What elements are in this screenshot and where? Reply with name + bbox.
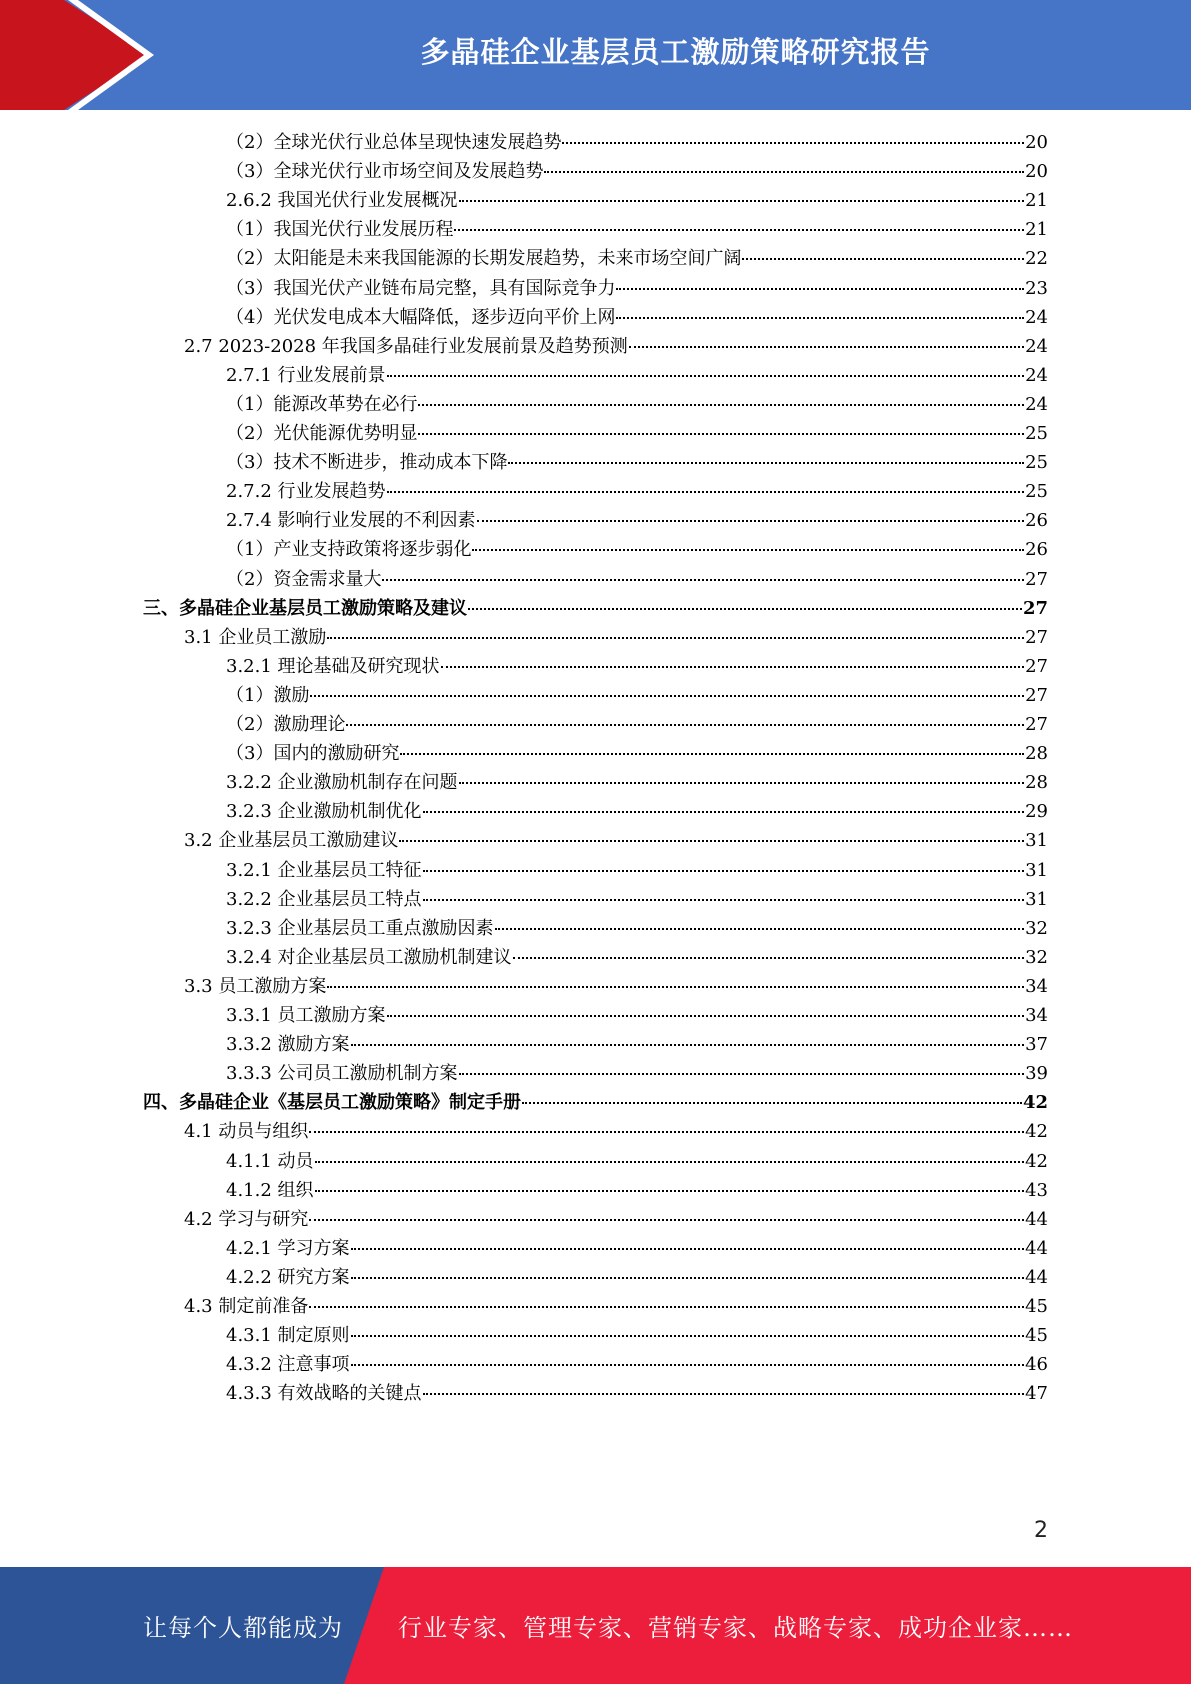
toc-entry[interactable] — [226, 1262, 1048, 1293]
toc-leader-dots — [454, 221, 1024, 231]
toc-entry-label: （3）国内的激励研究 — [226, 743, 400, 765]
toc-entry-label: （3）技术不断进步，推动成本下降 — [226, 452, 508, 474]
toc-entry-label: 3.2.2 企业基层员工特点 — [226, 888, 422, 910]
toc-leader-dots — [351, 1240, 1025, 1250]
toc-entry-label: （2）全球光伏行业总体呈现快速发展趋势 — [226, 132, 562, 153]
toc-entry[interactable] — [226, 418, 1048, 449]
toc-entry-page: 28 — [1025, 743, 1048, 765]
toc-entry-label: 3.2.3 企业基层员工重点激励因素 — [226, 917, 494, 939]
toc-leader-dots — [468, 600, 1022, 610]
toc-entry-page: 44 — [1025, 1237, 1048, 1259]
toc-entry[interactable] — [226, 505, 1048, 536]
toc-entry[interactable] — [184, 971, 1048, 1002]
toc-leader-dots — [351, 1356, 1025, 1366]
toc-entry[interactable] — [226, 273, 1048, 304]
toc-entry-page: 45 — [1025, 1296, 1048, 1317]
toc-entry[interactable] — [226, 302, 1048, 333]
toc-entry[interactable] — [226, 1320, 1048, 1351]
toc-entry-page: 42 — [1025, 1121, 1048, 1143]
toc-entry-page: 45 — [1025, 1325, 1048, 1347]
toc-entry[interactable] — [184, 1291, 1048, 1322]
toc-entry[interactable] — [226, 1029, 1048, 1060]
toc-entry-page: 29 — [1025, 801, 1048, 823]
toc-entry-label: 4.2 学习与研究 — [184, 1208, 309, 1230]
toc-leader-dots — [315, 1182, 1025, 1192]
toc-leader-dots — [477, 512, 1025, 522]
toc-entry-label: 三、多晶硅企业基层员工激励策略及建议 — [143, 597, 467, 619]
toc-leader-dots — [400, 745, 1024, 755]
toc-entry-page: 39 — [1025, 1063, 1048, 1085]
page-number: 2 — [1034, 1518, 1048, 1543]
toc-entry-page: 22 — [1025, 248, 1048, 270]
toc-entry-label: 4.3.3 有效战略的关键点 — [226, 1383, 422, 1405]
toc-entry-label: （2）光伏能源优势明显 — [226, 423, 418, 444]
toc-entry-label: 3.3 员工激励方案 — [184, 975, 327, 997]
toc-entry[interactable] — [226, 564, 1048, 595]
toc-leader-dots — [508, 454, 1024, 464]
toc-entry-page: 25 — [1025, 481, 1048, 503]
toc-entry[interactable] — [226, 884, 1048, 915]
toc-entry-page: 42 — [1022, 1092, 1048, 1114]
toc-leader-dots — [351, 1327, 1025, 1337]
toc-leader-dots — [562, 134, 1024, 144]
toc-leader-dots — [513, 949, 1025, 959]
toc-leader-dots — [309, 1123, 1024, 1133]
toc-entry-page: 25 — [1025, 452, 1048, 474]
toc-entry[interactable] — [226, 534, 1048, 565]
toc-entry[interactable] — [226, 1175, 1048, 1206]
toc-leader-dots — [423, 862, 1025, 872]
toc-entry[interactable] — [226, 738, 1048, 769]
toc-leader-dots — [327, 978, 1024, 988]
toc-leader-dots — [327, 629, 1024, 639]
toc-entry-label: 4.1.2 组织 — [226, 1179, 314, 1201]
toc-entry[interactable] — [184, 622, 1048, 653]
toc-entry[interactable] — [226, 942, 1048, 973]
toc-leader-dots — [423, 891, 1025, 901]
toc-leader-dots — [616, 309, 1024, 319]
toc-entry-page: 34 — [1025, 1005, 1048, 1026]
toc-entry-page: 31 — [1025, 830, 1048, 852]
toc-leader-dots — [459, 774, 1025, 784]
toc-entry[interactable] — [226, 651, 1048, 682]
toc-leader-dots — [382, 571, 1024, 581]
toc-entry[interactable] — [184, 1116, 1048, 1147]
toc-leader-dots — [310, 687, 1024, 697]
toc-entry-page: 23 — [1025, 277, 1048, 299]
toc-entry-label: 2.7.1 行业发展前景 — [226, 364, 386, 386]
toc-entry[interactable] — [143, 593, 1048, 624]
toc-entry-label: 4.1 动员与组织 — [184, 1121, 309, 1143]
toc-entry-label: 3.2.2 企业激励机制存在问题 — [226, 772, 458, 794]
toc-leader-dots — [423, 803, 1025, 813]
toc-entry-page: 27 — [1025, 568, 1048, 590]
toc-entry[interactable] — [226, 156, 1048, 187]
toc-leader-dots — [418, 396, 1024, 406]
toc-entry[interactable] — [226, 360, 1048, 391]
toc-entry-label: （1）我国光伏行业发展历程 — [226, 219, 454, 241]
toc-leader-dots — [309, 1298, 1024, 1308]
toc-entry-page: 34 — [1025, 975, 1048, 997]
toc-entry-label: 4.3 制定前准备 — [184, 1296, 309, 1317]
toc-entry-page: 27 — [1025, 655, 1048, 677]
toc-entry-label: 3.1 企业员工激励 — [184, 626, 327, 648]
toc-entry-label: 3.2.4 对企业基层员工激励机制建议 — [226, 946, 512, 968]
toc-entry[interactable] — [226, 855, 1048, 886]
toc-entry-label: 2.7 2023-2028 年我国多晶硅行业发展前景及趋势预测 — [184, 335, 628, 357]
toc-entry-label: 2.7.4 影响行业发展的不利因素 — [226, 510, 476, 532]
toc-entry[interactable] — [226, 913, 1048, 944]
toc-leader-dots — [544, 163, 1024, 173]
toc-leader-dots — [742, 250, 1024, 260]
toc-entry[interactable] — [226, 680, 1048, 711]
toc-entry-label: 4.2.1 学习方案 — [226, 1237, 350, 1259]
toc-leader-dots — [616, 280, 1024, 290]
toc-entry-page: 37 — [1025, 1034, 1048, 1056]
toc-leader-dots — [346, 716, 1024, 726]
toc-entry-page: 21 — [1025, 190, 1048, 212]
toc-leader-dots — [441, 658, 1025, 668]
toc-entry-label: （3）我国光伏产业链布局完整，具有国际竞争力 — [226, 277, 616, 299]
toc-entry-label: 3.2.1 企业基层员工特征 — [226, 859, 422, 881]
toc-entry-label: 4.3.2 注意事项 — [226, 1354, 350, 1376]
toc-entry-page: 42 — [1025, 1150, 1048, 1172]
report-title: 多晶硅企业基层员工激励策略研究报告 — [420, 34, 931, 69]
page-header — [0, 0, 1191, 110]
page-footer — [0, 1567, 1191, 1684]
toc-entry-page: 44 — [1025, 1266, 1048, 1288]
toc-entry-label: （1）激励 — [226, 684, 310, 706]
toc-entry-page: 25 — [1025, 423, 1048, 444]
toc-leader-dots — [351, 1036, 1025, 1046]
toc-entry-page: 27 — [1022, 597, 1048, 619]
toc-leader-dots — [351, 1269, 1025, 1279]
toc-entry-page: 27 — [1025, 714, 1048, 735]
toc-leader-dots — [387, 367, 1025, 377]
toc-entry[interactable] — [226, 185, 1048, 216]
toc-entry[interactable] — [226, 1349, 1048, 1380]
toc-entry-page: 31 — [1025, 888, 1048, 910]
toc-entry-page: 26 — [1025, 539, 1048, 561]
toc-entry-page: 24 — [1025, 393, 1048, 415]
toc-entry-page: 21 — [1025, 219, 1048, 241]
toc-entry[interactable] — [184, 331, 1048, 362]
toc-leader-dots — [399, 832, 1024, 842]
toc-entry-label: （1）产业支持政策将逐步弱化 — [226, 539, 472, 561]
toc-entry-page: 27 — [1025, 684, 1048, 706]
toc-entry[interactable] — [226, 1378, 1048, 1409]
footer-slogan-right: 行业专家、管理专家、营销专家、战略专家、成功企业家…… — [398, 1614, 1073, 1642]
toc-entry-page: 46 — [1025, 1354, 1048, 1376]
toc-entry-page: 27 — [1025, 626, 1048, 648]
toc-entry-label: 3.2.3 企业激励机制优化 — [226, 801, 422, 823]
toc-entry[interactable] — [143, 1087, 1048, 1118]
toc-entry-label: 3.3.2 激励方案 — [226, 1034, 350, 1056]
toc-entry-label: （2）资金需求量大 — [226, 568, 382, 590]
toc-leader-dots — [387, 483, 1025, 493]
toc-entry[interactable] — [226, 127, 1048, 158]
toc-leader-dots — [309, 1211, 1024, 1221]
toc-entry-label: （4）光伏发电成本大幅降低，逐步迈向平价上网 — [226, 306, 616, 328]
toc-entry-label: （2）激励理论 — [226, 714, 346, 735]
toc-entry-page: 24 — [1025, 364, 1048, 386]
toc-entry-page: 31 — [1025, 859, 1048, 881]
toc-entry[interactable] — [226, 1146, 1048, 1177]
toc-entry[interactable] — [184, 1204, 1048, 1235]
toc-entry[interactable] — [226, 1233, 1048, 1264]
toc-entry[interactable] — [226, 243, 1048, 274]
toc-entry[interactable] — [226, 796, 1048, 827]
toc-entry[interactable] — [226, 709, 1048, 740]
footer-slogan-left: 让每个人都能成为 — [143, 1614, 343, 1642]
toc-entry-page: 26 — [1025, 510, 1048, 532]
toc-leader-dots — [418, 425, 1024, 435]
toc-leader-dots — [629, 338, 1024, 348]
toc-entry-label: 四、多晶硅企业《基层员工激励策略》制定手册 — [143, 1092, 521, 1114]
toc-entry-label: 3.2 企业基层员工激励建议 — [184, 830, 399, 852]
toc-entry-page: 24 — [1025, 306, 1048, 328]
toc-entry-page: 43 — [1025, 1179, 1048, 1201]
toc-entry[interactable] — [226, 767, 1048, 798]
toc-entry-page: 20 — [1025, 132, 1048, 153]
toc-leader-dots — [522, 1094, 1022, 1104]
toc-entry[interactable] — [226, 1058, 1048, 1089]
toc-leader-dots — [315, 1153, 1025, 1163]
toc-entry-label: 2.6.2 我国光伏行业发展概况 — [226, 190, 458, 212]
toc-leader-dots — [423, 1385, 1025, 1395]
toc-leader-dots — [387, 1007, 1025, 1017]
toc-entry-label: （1）能源改革势在必行 — [226, 393, 418, 415]
toc-leader-dots — [495, 920, 1025, 930]
toc-entry[interactable] — [226, 214, 1048, 245]
toc-entry-page: 32 — [1025, 946, 1048, 968]
toc-leader-dots — [472, 541, 1024, 551]
toc-entry[interactable] — [226, 447, 1048, 478]
toc-entry[interactable] — [184, 825, 1048, 856]
toc-entry-label: 4.3.1 制定原则 — [226, 1325, 350, 1347]
toc-entry-page: 32 — [1025, 917, 1048, 939]
toc-leader-dots — [459, 1065, 1025, 1075]
toc-entry-label: 3.3.3 公司员工激励机制方案 — [226, 1063, 458, 1085]
header-red-arrow — [0, 0, 150, 110]
toc-entry[interactable] — [226, 476, 1048, 507]
toc-entry-page: 20 — [1025, 161, 1048, 183]
toc-entry-label: 2.7.2 行业发展趋势 — [226, 481, 386, 503]
toc-entry-page: 24 — [1025, 335, 1048, 357]
toc-entry-page: 47 — [1025, 1383, 1048, 1405]
toc-entry-label: 4.1.1 动员 — [226, 1150, 314, 1172]
toc-entry[interactable] — [226, 1000, 1048, 1031]
toc-entry[interactable] — [226, 389, 1048, 420]
toc-entry-label: （2）太阳能是未来我国能源的长期发展趋势，未来市场空间广阔 — [226, 248, 742, 270]
toc-entry-label: 4.2.2 研究方案 — [226, 1266, 350, 1288]
toc-entry-label: 3.3.1 员工激励方案 — [226, 1005, 386, 1026]
toc-entry-page: 44 — [1025, 1208, 1048, 1230]
toc-entry-label: 3.2.1 理论基础及研究现状 — [226, 655, 440, 677]
toc-entry-label: （3）全球光伏行业市场空间及发展趋势 — [226, 161, 544, 183]
toc-entry-page: 28 — [1025, 772, 1048, 794]
toc-leader-dots — [459, 192, 1025, 202]
